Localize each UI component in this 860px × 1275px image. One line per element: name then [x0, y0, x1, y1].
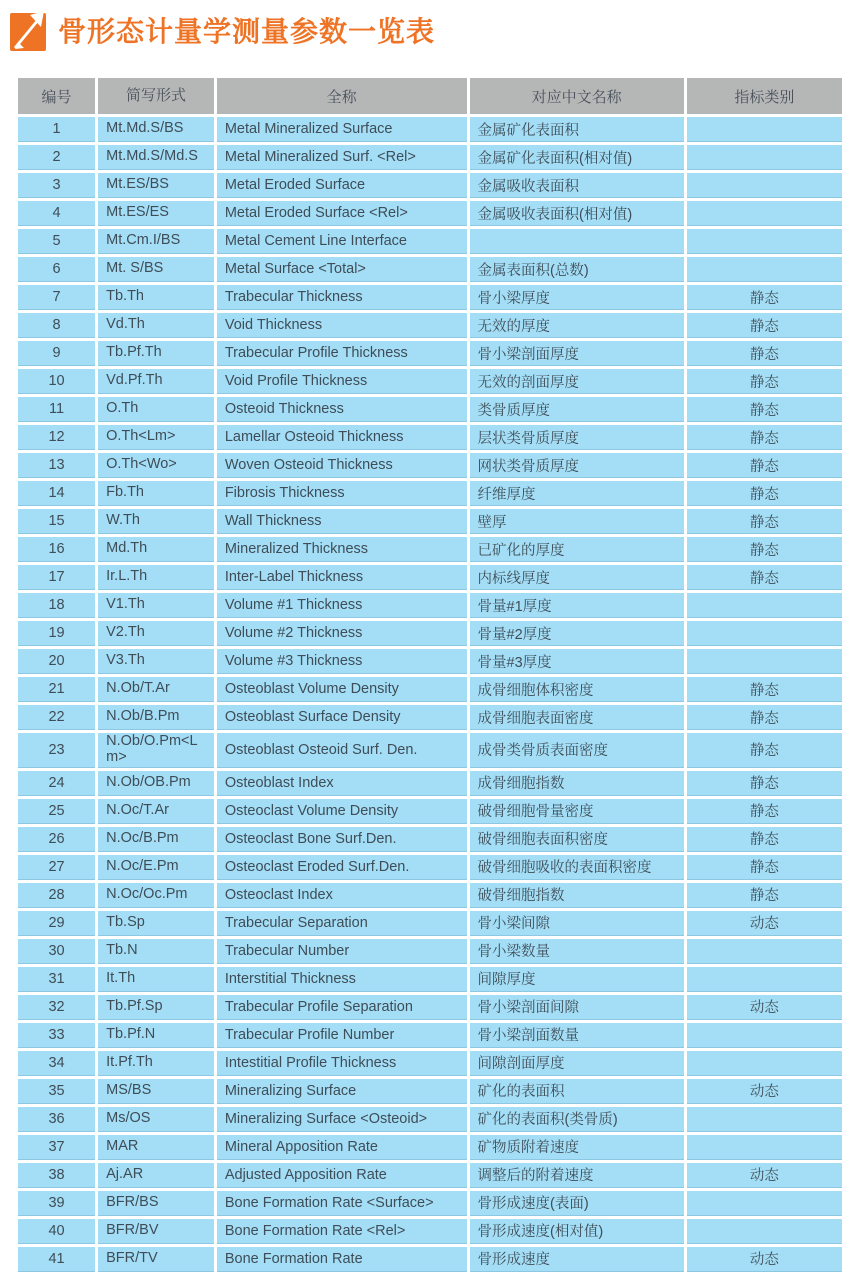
cell-category [687, 173, 842, 198]
cell-full-name: Woven Osteoid Thickness [217, 453, 467, 478]
title-bar [0, 0, 860, 54]
table-row [18, 649, 842, 674]
parameter-table [15, 75, 845, 1275]
cell-chinese-name: 骨量#3厚度 [470, 649, 684, 674]
table-row [18, 705, 842, 730]
cell-abbreviation: Tb.Pf.Sp [98, 995, 214, 1020]
table-row [18, 1163, 842, 1188]
cell-number: 13 [18, 453, 95, 478]
cell-category: 静态 [687, 855, 842, 880]
table-row [18, 173, 842, 198]
cell-abbreviation: It.Pf.Th [98, 1051, 214, 1076]
cell-full-name: Osteoclast Index [217, 883, 467, 908]
cell-abbreviation: Mt.Md.S/BS [98, 117, 214, 142]
cell-category: 静态 [687, 397, 842, 422]
cell-chinese-name: 骨小梁厚度 [470, 285, 684, 310]
cell-chinese-name: 骨形成速度(表面) [470, 1191, 684, 1216]
cell-full-name: Osteoblast Osteoid Surf. Den. [217, 733, 467, 768]
table-row [18, 229, 842, 254]
cell-category: 静态 [687, 341, 842, 366]
cell-category: 动态 [687, 1079, 842, 1104]
cell-full-name: Trabecular Separation [217, 911, 467, 936]
cell-chinese-name: 层状类骨质厚度 [470, 425, 684, 450]
table-row [18, 453, 842, 478]
cell-number: 3 [18, 173, 95, 198]
cell-number: 9 [18, 341, 95, 366]
cell-number: 12 [18, 425, 95, 450]
cell-chinese-name: 壁厚 [470, 509, 684, 534]
table-row [18, 257, 842, 282]
cell-chinese-name: 成骨细胞表面密度 [470, 705, 684, 730]
cell-number: 25 [18, 799, 95, 824]
cell-number: 27 [18, 855, 95, 880]
cell-full-name: Adjusted Apposition Rate [217, 1163, 467, 1188]
cell-abbreviation: Mt.Md.S/Md.S [98, 145, 214, 170]
cell-abbreviation: Mt.ES/BS [98, 173, 214, 198]
cell-number: 38 [18, 1163, 95, 1188]
cell-abbreviation: N.Ob/O.Pm<Lm> [98, 733, 214, 768]
cell-full-name: Osteoblast Volume Density [217, 677, 467, 702]
cell-abbreviation: Tb.Sp [98, 911, 214, 936]
cell-abbreviation: N.Oc/T.Ar [98, 799, 214, 824]
cell-number: 11 [18, 397, 95, 422]
cell-number: 21 [18, 677, 95, 702]
cell-full-name: Metal Surface <Total> [217, 257, 467, 282]
cell-abbreviation: V2.Th [98, 621, 214, 646]
cell-chinese-name: 破骨细胞指数 [470, 883, 684, 908]
cell-abbreviation: N.Ob/T.Ar [98, 677, 214, 702]
cell-chinese-name: 间隙剖面厚度 [470, 1051, 684, 1076]
cell-abbreviation: Mt.ES/ES [98, 201, 214, 226]
cell-category: 静态 [687, 799, 842, 824]
cell-chinese-name: 金属吸收表面积(相对值) [470, 201, 684, 226]
cell-number: 31 [18, 967, 95, 992]
cell-full-name: Volume #3 Thickness [217, 649, 467, 674]
cell-category [687, 1135, 842, 1160]
header-no: 编号 [18, 78, 95, 114]
cell-full-name: Metal Eroded Surface [217, 173, 467, 198]
cell-number: 5 [18, 229, 95, 254]
cell-number: 16 [18, 537, 95, 562]
cell-category: 静态 [687, 705, 842, 730]
cell-category: 静态 [687, 883, 842, 908]
table-row [18, 285, 842, 310]
table-row [18, 117, 842, 142]
table-row [18, 967, 842, 992]
cell-category: 动态 [687, 1163, 842, 1188]
cell-abbreviation: Tb.Pf.N [98, 1023, 214, 1048]
cell-category: 静态 [687, 733, 842, 768]
table-body [18, 117, 842, 1272]
cell-abbreviation: Mt. S/BS [98, 257, 214, 282]
cell-full-name: Mineralized Thickness [217, 537, 467, 562]
cell-category: 静态 [687, 481, 842, 506]
cell-full-name: Volume #2 Thickness [217, 621, 467, 646]
cell-full-name: Wall Thickness [217, 509, 467, 534]
table-row [18, 481, 842, 506]
table-header [18, 78, 842, 114]
cell-number: 8 [18, 313, 95, 338]
table-row [18, 509, 842, 534]
table-row [18, 425, 842, 450]
cell-number: 32 [18, 995, 95, 1020]
cell-number: 34 [18, 1051, 95, 1076]
cell-abbreviation: N.Oc/B.Pm [98, 827, 214, 852]
cell-abbreviation: It.Th [98, 967, 214, 992]
cell-full-name: Mineral Apposition Rate [217, 1135, 467, 1160]
cell-category [687, 939, 842, 964]
cell-full-name: Void Profile Thickness [217, 369, 467, 394]
table-row [18, 369, 842, 394]
cell-number: 6 [18, 257, 95, 282]
cell-chinese-name: 成骨细胞指数 [470, 771, 684, 796]
cell-abbreviation: BFR/TV [98, 1247, 214, 1272]
header-cat: 指标类别 [687, 78, 842, 114]
cell-category: 动态 [687, 911, 842, 936]
cell-chinese-name: 破骨细胞吸收的表面积密度 [470, 855, 684, 880]
cell-chinese-name: 骨小梁剖面厚度 [470, 341, 684, 366]
diagonal-arrow-icon [10, 9, 46, 51]
cell-number: 1 [18, 117, 95, 142]
cell-number: 2 [18, 145, 95, 170]
cell-category: 静态 [687, 827, 842, 852]
cell-chinese-name: 金属矿化表面积 [470, 117, 684, 142]
table-row [18, 313, 842, 338]
cell-abbreviation: O.Th<Lm> [98, 425, 214, 450]
table-row [18, 827, 842, 852]
cell-full-name: Trabecular Profile Separation [217, 995, 467, 1020]
cell-category [687, 1219, 842, 1244]
cell-abbreviation: Aj.AR [98, 1163, 214, 1188]
cell-category [687, 1191, 842, 1216]
table-row [18, 537, 842, 562]
cell-chinese-name: 骨形成速度(相对值) [470, 1219, 684, 1244]
cell-abbreviation: O.Th [98, 397, 214, 422]
cell-chinese-name: 类骨质厚度 [470, 397, 684, 422]
cell-chinese-name: 骨小梁间隙 [470, 911, 684, 936]
cell-chinese-name: 内标线厚度 [470, 565, 684, 590]
cell-abbreviation: Ir.L.Th [98, 565, 214, 590]
cell-chinese-name: 金属矿化表面积(相对值) [470, 145, 684, 170]
cell-number: 15 [18, 509, 95, 534]
cell-category: 静态 [687, 677, 842, 702]
cell-full-name: Osteoblast Surface Density [217, 705, 467, 730]
cell-full-name: Mineralizing Surface <Osteoid> [217, 1107, 467, 1132]
table-row [18, 939, 842, 964]
cell-number: 26 [18, 827, 95, 852]
cell-number: 18 [18, 593, 95, 618]
table-row [18, 621, 842, 646]
cell-abbreviation: N.Ob/OB.Pm [98, 771, 214, 796]
table-row [18, 201, 842, 226]
cell-category: 静态 [687, 771, 842, 796]
cell-number: 35 [18, 1079, 95, 1104]
cell-chinese-name: 骨小梁数量 [470, 939, 684, 964]
table-row [18, 855, 842, 880]
cell-full-name: Void Thickness [217, 313, 467, 338]
cell-category [687, 117, 842, 142]
cell-chinese-name: 骨量#2厚度 [470, 621, 684, 646]
cell-chinese-name: 破骨细胞骨量密度 [470, 799, 684, 824]
cell-category [687, 967, 842, 992]
cell-category [687, 145, 842, 170]
cell-category [687, 593, 842, 618]
cell-chinese-name: 骨小梁剖面间隙 [470, 995, 684, 1020]
cell-full-name: Metal Eroded Surface <Rel> [217, 201, 467, 226]
cell-full-name: Trabecular Profile Thickness [217, 341, 467, 366]
table-row [18, 995, 842, 1020]
cell-full-name: Trabecular Profile Number [217, 1023, 467, 1048]
cell-chinese-name: 无效的厚度 [470, 313, 684, 338]
cell-abbreviation: W.Th [98, 509, 214, 534]
cell-abbreviation: Tb.Pf.Th [98, 341, 214, 366]
cell-number: 17 [18, 565, 95, 590]
cell-category: 静态 [687, 537, 842, 562]
cell-full-name: Trabecular Thickness [217, 285, 467, 310]
table-row [18, 1191, 842, 1216]
cell-category: 静态 [687, 369, 842, 394]
cell-category: 静态 [687, 285, 842, 310]
cell-abbreviation: N.Ob/B.Pm [98, 705, 214, 730]
table-row [18, 565, 842, 590]
cell-category [687, 649, 842, 674]
header-cn: 对应中文名称 [470, 78, 684, 114]
header-abbr: 简写形式 [98, 78, 214, 114]
table-row [18, 397, 842, 422]
cell-abbreviation: V3.Th [98, 649, 214, 674]
cell-chinese-name: 调整后的附着速度 [470, 1163, 684, 1188]
table-row [18, 341, 842, 366]
cell-full-name: Osteoclast Bone Surf.Den. [217, 827, 467, 852]
table-row [18, 883, 842, 908]
cell-category [687, 1107, 842, 1132]
cell-number: 19 [18, 621, 95, 646]
cell-chinese-name: 金属表面积(总数) [470, 257, 684, 282]
cell-full-name: Metal Mineralized Surface [217, 117, 467, 142]
cell-category: 动态 [687, 995, 842, 1020]
cell-chinese-name: 纤维厚度 [470, 481, 684, 506]
cell-abbreviation: MS/BS [98, 1079, 214, 1104]
table-row [18, 1107, 842, 1132]
cell-chinese-name: 成骨类骨质表面密度 [470, 733, 684, 768]
cell-chinese-name [470, 229, 684, 254]
table-row [18, 1023, 842, 1048]
cell-abbreviation: Vd.Th [98, 313, 214, 338]
cell-number: 24 [18, 771, 95, 796]
cell-abbreviation: Tb.Th [98, 285, 214, 310]
cell-number: 37 [18, 1135, 95, 1160]
cell-number: 7 [18, 285, 95, 310]
cell-abbreviation: Mt.Cm.I/BS [98, 229, 214, 254]
cell-number: 10 [18, 369, 95, 394]
cell-abbreviation: V1.Th [98, 593, 214, 618]
cell-number: 20 [18, 649, 95, 674]
cell-category [687, 621, 842, 646]
cell-full-name: Bone Formation Rate <Rel> [217, 1219, 467, 1244]
header-full: 全称 [217, 78, 467, 114]
cell-full-name: Intestitial Profile Thickness [217, 1051, 467, 1076]
cell-abbreviation: Vd.Pf.Th [98, 369, 214, 394]
cell-category [687, 257, 842, 282]
cell-category: 静态 [687, 313, 842, 338]
cell-number: 41 [18, 1247, 95, 1272]
table-row [18, 1247, 842, 1272]
cell-full-name: Inter-Label Thickness [217, 565, 467, 590]
cell-abbreviation: BFR/BS [98, 1191, 214, 1216]
cell-chinese-name: 破骨细胞表面积密度 [470, 827, 684, 852]
table-row [18, 733, 842, 768]
cell-abbreviation: Ms/OS [98, 1107, 214, 1132]
cell-number: 23 [18, 733, 95, 768]
cell-category: 静态 [687, 425, 842, 450]
cell-chinese-name: 骨形成速度 [470, 1247, 684, 1272]
cell-abbreviation: Md.Th [98, 537, 214, 562]
cell-chinese-name: 骨量#1厚度 [470, 593, 684, 618]
cell-chinese-name: 网状类骨质厚度 [470, 453, 684, 478]
cell-number: 28 [18, 883, 95, 908]
cell-abbreviation: O.Th<Wo> [98, 453, 214, 478]
cell-chinese-name: 成骨细胞体积密度 [470, 677, 684, 702]
cell-full-name: Osteoclast Volume Density [217, 799, 467, 824]
cell-chinese-name: 无效的剖面厚度 [470, 369, 684, 394]
cell-number: 36 [18, 1107, 95, 1132]
cell-full-name: Mineralizing Surface [217, 1079, 467, 1104]
table-row [18, 911, 842, 936]
cell-full-name: Trabecular Number [217, 939, 467, 964]
cell-full-name: Osteoclast Eroded Surf.Den. [217, 855, 467, 880]
cell-chinese-name: 矿物质附着速度 [470, 1135, 684, 1160]
table-row [18, 799, 842, 824]
cell-chinese-name: 矿化的表面积 [470, 1079, 684, 1104]
table-row [18, 677, 842, 702]
cell-chinese-name: 矿化的表面积(类骨质) [470, 1107, 684, 1132]
table-row [18, 771, 842, 796]
cell-number: 14 [18, 481, 95, 506]
cell-abbreviation: MAR [98, 1135, 214, 1160]
cell-number: 39 [18, 1191, 95, 1216]
cell-chinese-name: 骨小梁剖面数量 [470, 1023, 684, 1048]
cell-abbreviation: N.Oc/E.Pm [98, 855, 214, 880]
cell-full-name: Fibrosis Thickness [217, 481, 467, 506]
cell-full-name: Bone Formation Rate [217, 1247, 467, 1272]
cell-category: 静态 [687, 509, 842, 534]
cell-category [687, 1023, 842, 1048]
cell-chinese-name: 间隙厚度 [470, 967, 684, 992]
cell-number: 4 [18, 201, 95, 226]
table-row [18, 145, 842, 170]
cell-full-name: Lamellar Osteoid Thickness [217, 425, 467, 450]
cell-chinese-name: 金属吸收表面积 [470, 173, 684, 198]
cell-full-name: Metal Mineralized Surf. <Rel> [217, 145, 467, 170]
cell-number: 22 [18, 705, 95, 730]
cell-chinese-name: 已矿化的厚度 [470, 537, 684, 562]
cell-full-name: Metal Cement Line Interface [217, 229, 467, 254]
cell-number: 30 [18, 939, 95, 964]
cell-full-name: Volume #1 Thickness [217, 593, 467, 618]
cell-category: 静态 [687, 565, 842, 590]
cell-number: 40 [18, 1219, 95, 1244]
cell-category [687, 229, 842, 254]
cell-number: 29 [18, 911, 95, 936]
cell-number: 33 [18, 1023, 95, 1048]
cell-full-name: Osteoblast Index [217, 771, 467, 796]
cell-abbreviation: N.Oc/Oc.Pm [98, 883, 214, 908]
cell-abbreviation: Tb.N [98, 939, 214, 964]
table-header-row [18, 78, 842, 114]
table-row [18, 1219, 842, 1244]
cell-full-name: Osteoid Thickness [217, 397, 467, 422]
page-title: 骨形态计量学测量参数一览表 [58, 16, 436, 47]
table-row [18, 1079, 842, 1104]
cell-category: 静态 [687, 453, 842, 478]
table-row [18, 1135, 842, 1160]
cell-category [687, 201, 842, 226]
table-row [18, 593, 842, 618]
cell-full-name: Bone Formation Rate <Surface> [217, 1191, 467, 1216]
cell-category: 动态 [687, 1247, 842, 1272]
cell-full-name: Interstitial Thickness [217, 967, 467, 992]
table-row [18, 1051, 842, 1076]
cell-abbreviation: BFR/BV [98, 1219, 214, 1244]
cell-category [687, 1051, 842, 1076]
cell-abbreviation: Fb.Th [98, 481, 214, 506]
